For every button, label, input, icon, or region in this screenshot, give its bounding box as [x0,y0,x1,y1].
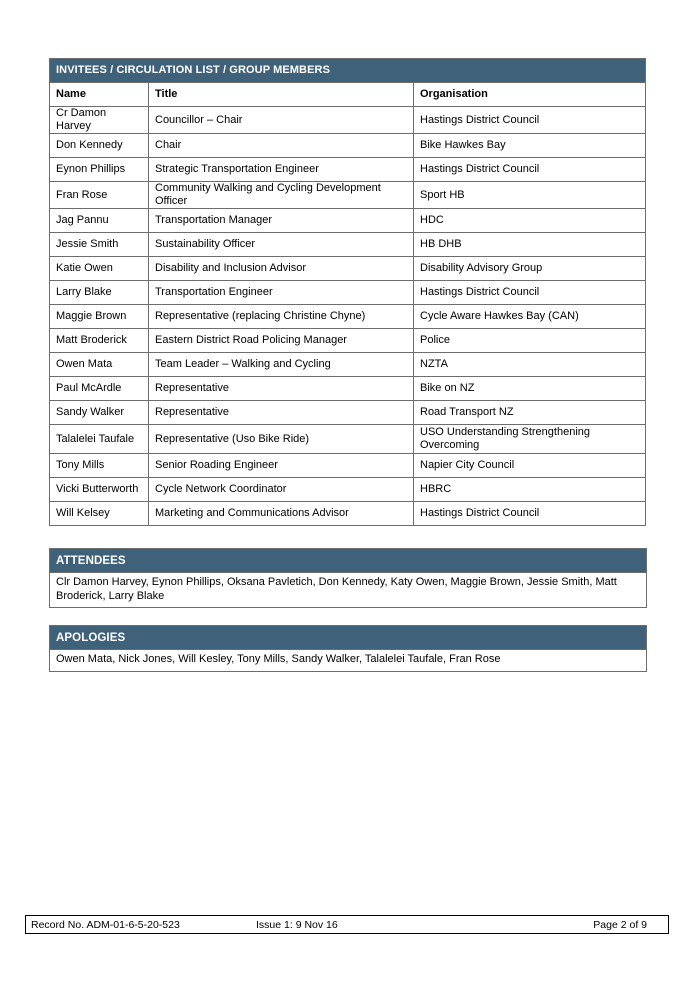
cell-title: Transportation Engineer [149,281,414,305]
cell-organisation: Road Transport NZ [414,401,646,425]
cell-title: Community Walking and Cycling Development Officer [149,182,414,209]
attendees-section [49,548,647,608]
table-row [50,377,646,401]
cell-organisation: Hastings District Council [414,502,646,526]
table-row [50,425,646,454]
cell-title: Representative (Uso Bike Ride) [149,425,414,454]
page-footer [25,915,669,934]
cell-title: Chair [149,134,414,158]
cell-title: Representative (replacing Christine Chyne) [149,305,414,329]
cell-name: Fran Rose [50,182,149,209]
page-number: Page 2 of 9 [593,918,647,931]
invitees-table [49,58,646,526]
cell-organisation: USO Understanding Strengthening Overcoming [414,425,646,454]
table-row [50,281,646,305]
cell-organisation: Disability Advisory Group [414,257,646,281]
cell-title: Eastern District Road Policing Manager [149,329,414,353]
cell-organisation: Bike on NZ [414,377,646,401]
table-row [50,353,646,377]
apologies-heading: APOLOGIES [50,626,646,650]
table-row [50,454,646,478]
cell-organisation: Bike Hawkes Bay [414,134,646,158]
cell-name: Will Kelsey [50,502,149,526]
column-header-name: Name [50,83,149,107]
issue-info: Issue 1: 9 Nov 16 [256,918,338,931]
table-row [50,305,646,329]
cell-title: Transportation Manager [149,209,414,233]
cell-organisation: HBRC [414,478,646,502]
table-row [50,107,646,134]
table-row [50,502,646,526]
table-row [50,182,646,209]
cell-organisation: Cycle Aware Hawkes Bay (CAN) [414,305,646,329]
cell-name: Sandy Walker [50,401,149,425]
apologies-section [49,625,647,672]
attendees-heading: ATTENDEES [50,549,646,573]
cell-organisation: Hastings District Council [414,281,646,305]
invitees-heading: INVITEES / CIRCULATION LIST / GROUP MEMBERS [50,59,646,83]
cell-title: Strategic Transportation Engineer [149,158,414,182]
attendees-list: Clr Damon Harvey, Eynon Phillips, Oksana Pavletich, Don Kennedy, Katy Owen, Maggie Brown, Jessie Smith, Matt Broderick, Larry Blake [56,576,617,602]
column-header-title: Title [149,83,414,107]
cell-name: Owen Mata [50,353,149,377]
cell-organisation: HDC [414,209,646,233]
cell-name: Tony Mills [50,454,149,478]
cell-name: Talalelei Taufale [50,425,149,454]
cell-title: Marketing and Communications Advisor [149,502,414,526]
table-row [50,209,646,233]
column-header-organisation: Organisation [414,83,646,107]
table-row [50,401,646,425]
cell-name: Eynon Phillips [50,158,149,182]
table-row [50,233,646,257]
cell-organisation: Hastings District Council [414,158,646,182]
cell-name: Katie Owen [50,257,149,281]
cell-name: Jag Pannu [50,209,149,233]
table-row [50,257,646,281]
cell-name: Cr Damon Harvey [50,107,149,134]
cell-name: Matt Broderick [50,329,149,353]
cell-organisation: Sport HB [414,182,646,209]
record-number: Record No. ADM-01-6-5-20-523 [31,918,180,931]
cell-title: Representative [149,377,414,401]
table-row [50,158,646,182]
cell-title: Cycle Network Coordinator [149,478,414,502]
cell-name: Jessie Smith [50,233,149,257]
cell-title: Councillor – Chair [149,107,414,134]
cell-title: Disability and Inclusion Advisor [149,257,414,281]
cell-title: Representative [149,401,414,425]
table-row [50,329,646,353]
cell-title: Team Leader – Walking and Cycling [149,353,414,377]
invitees-section [49,58,645,526]
cell-name: Vicki Butterworth [50,478,149,502]
cell-title: Senior Roading Engineer [149,454,414,478]
cell-organisation: Hastings District Council [414,107,646,134]
apologies-list: Owen Mata, Nick Jones, Will Kesley, Tony Mills, Sandy Walker, Talalelei Taufale, Fran Rose [56,653,501,665]
invitees-table-body [50,107,646,526]
cell-title: Sustainability Officer [149,233,414,257]
cell-name: Paul McArdle [50,377,149,401]
cell-organisation: HB DHB [414,233,646,257]
cell-organisation: Napier City Council [414,454,646,478]
cell-name: Maggie Brown [50,305,149,329]
table-row [50,134,646,158]
table-row [50,478,646,502]
cell-name: Don Kennedy [50,134,149,158]
cell-name: Larry Blake [50,281,149,305]
cell-organisation: NZTA [414,353,646,377]
cell-organisation: Police [414,329,646,353]
